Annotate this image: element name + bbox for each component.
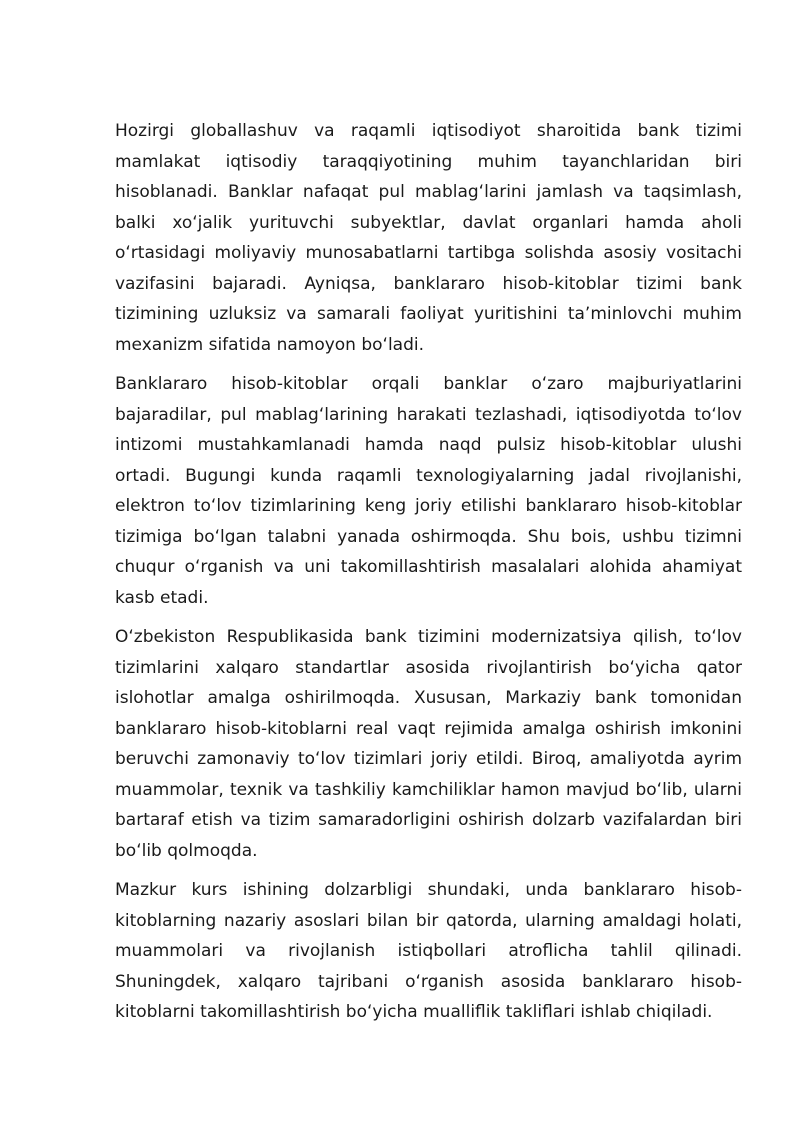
- paragraph-2: Banklararo hisob-kitoblar orqali banklar oʻzaro majburiyatlarini bajaradilar, pul mablagʻlarining harakati tezlashadi, iqtisodiyotda toʻlov intizomi mustahkamlanadi hamda naqd pulsiz hisob-kitoblar ulushi ortadi. Bugungi kunda raqamli texnologiyalarning jadal rivojlanishi, elektron toʻlov tizimlarining keng joriy etilishi banklararo hisob-kitoblar tizimiga boʻlgan talabni yanada oshirmoqda. Shu bois, ushbu tizimni chuqur oʻrganish va uni takomillashtirish masalalari alohida ahamiyat kasb etadi.: [115, 374, 742, 608]
- paragraph-3: Oʻzbekiston Respublikasida bank tizimini modernizatsiya qilish, toʻlov tizimlarini xalqaro standartlar asosida rivojlantirish boʻyicha qator islohotlar amalga oshirilmoqda. Xususan, Markaziy bank tomonidan banklararo hisob-kitoblarni real vaqt rejimida amalga oshirish imkonini beruvchi zamonaviy toʻlov tizimlari joriy etildi. Biroq, amaliyotda ayrim muammolar, texnik va tashkiliy kamchiliklar hamon mavjud boʻlib, ularni bartaraf etish va tizim samaradorligini oshirish dolzarb vazifalardan biri boʻlib qolmoqda.: [115, 627, 742, 861]
- paragraph-1: Hozirgi globallashuv va raqamli iqtisodiyot sharoitida bank tizimi mamlakat iqtisodiy taraqqiyotining muhim tayanchlaridan biri hisoblanadi. Banklar nafaqat pul mablagʻlarini jamlash va taqsimlash, balki xoʻjalik yurituvchi subyektlar, davlat organlari hamda aholi oʻrtasidagi moliyaviy munosabatlarni tartibga solishda asosiy vositachi vazifasini bajaradi. Ayniqsa, banklararo hisob-kitoblar tizimi bank tizimining uzluksiz va samarali faoliyat yuritishini taʼminlovchi muhim mexanizm sifatida namoyon boʻladi.: [115, 121, 742, 355]
- paragraph-4: Mazkur kurs ishining dolzarbligi shundaki, unda banklararo hisob-kitoblarning nazariy asoslari bilan bir qatorda, ularning amaldagi holati, muammolari va rivojlanish istiqbollari atroflicha tahlil qilinadi. Shuningdek, xalqaro tajribani oʻrganish asosida banklararo hisob-kitoblarni takomillashtirish boʻyicha mualliflik takliflari ishlab chiqiladi.: [115, 880, 742, 1022]
- document-body: [115, 116, 742, 1037]
